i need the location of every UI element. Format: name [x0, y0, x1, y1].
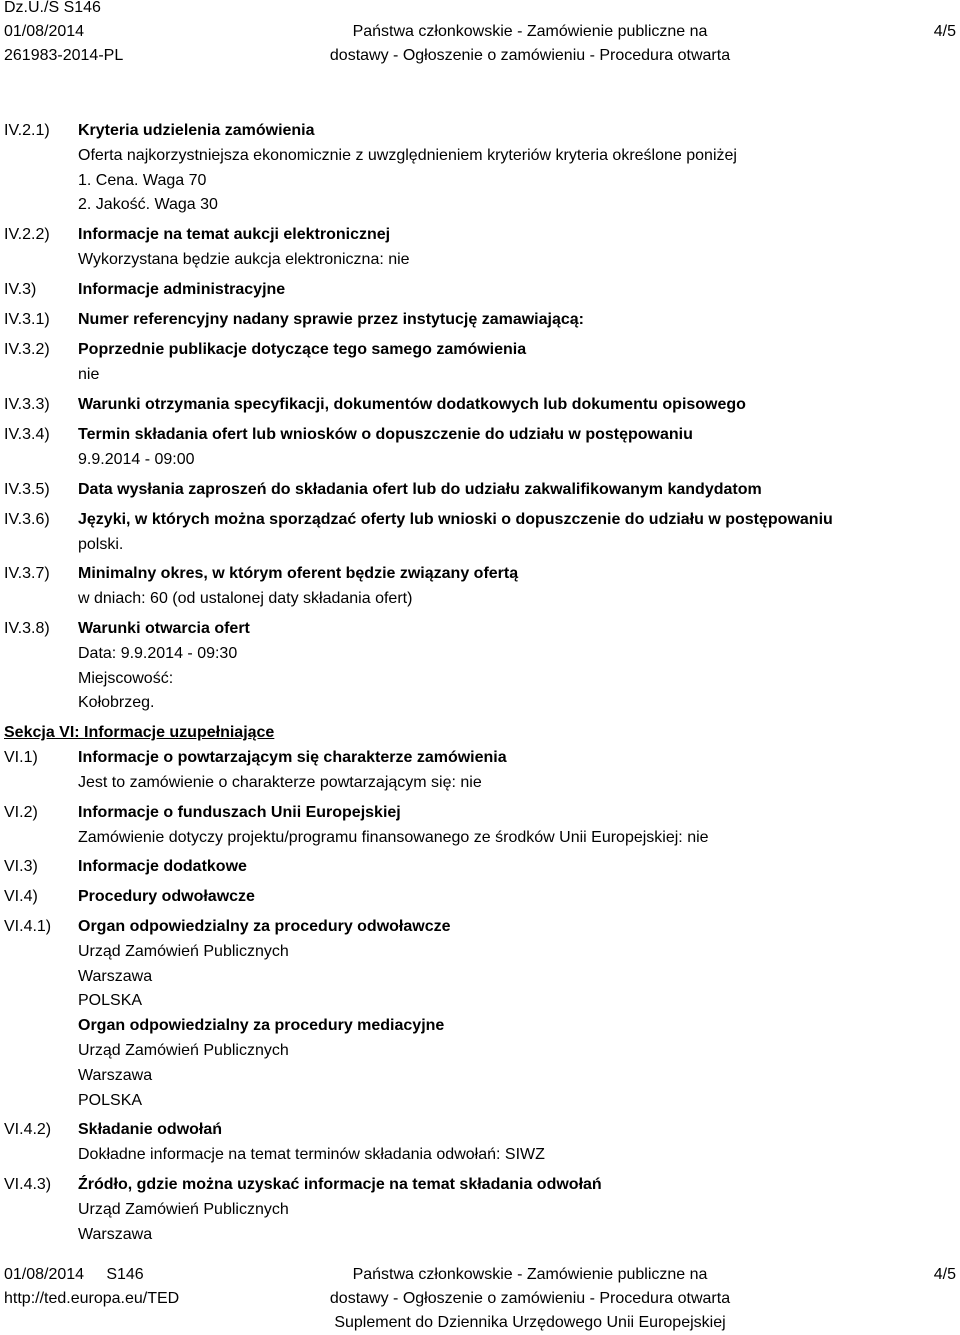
footer-issue: S146	[106, 1266, 144, 1283]
header-date: 01/08/2014	[4, 23, 85, 40]
section-number: IV.3.4)	[4, 426, 50, 443]
section-title: Informacje dodatkowe	[78, 858, 247, 875]
footer-date: 01/08/2014	[4, 1266, 85, 1283]
section-title: Procedury odwoławcze	[78, 888, 255, 905]
section-number: IV.3)	[4, 281, 37, 298]
section-number: VI.4.1)	[4, 918, 52, 935]
section-heading: Sekcja VI: Informacje uzupełniające	[4, 724, 275, 741]
section-text: Data: 9.9.2014 - 09:30	[78, 644, 238, 662]
footer-title-line-3: Suplement do Dziennika Urzędowego Unii Europejskiej	[334, 1314, 726, 1331]
section-number: VI.3)	[4, 858, 38, 875]
footer-url[interactable]: http://ted.europa.eu/TED	[4, 1290, 180, 1307]
footer-title-line-1: Państwa członkowskie - Zamówienie publiczne na	[352, 1266, 708, 1283]
section-title: Organ odpowiedzialny za procedury mediacyjne	[78, 1017, 445, 1035]
section-text: Kołobrzeg.	[78, 694, 155, 712]
section-number: VI.4.2)	[4, 1121, 52, 1138]
section-title: Źródło, gdzie można uzyskać informacje na temat składania odwołań	[78, 1176, 602, 1193]
section-content	[78, 119, 940, 218]
section-title: Minimalny okres, w którym oferent będzie związany ofertą	[78, 565, 519, 582]
section-title: Numer referencyjny nadany sprawie przez instytucję zamawiającą:	[78, 311, 584, 328]
section-text: Warszawa	[78, 1066, 153, 1084]
section-title: Kryteria udzielenia zamówienia	[78, 122, 315, 139]
section-title: Termin składania ofert lub wniosków o dopuszczenie do udziału w postępowaniu	[78, 426, 693, 443]
section-text: Zamówienie dotyczy projektu/programu finansowanego ze środków Unii Europejskiej: nie	[78, 828, 709, 846]
section-content	[78, 562, 940, 612]
section-number: IV.2.2)	[4, 226, 50, 243]
section-number: VI.4.3)	[4, 1176, 52, 1193]
section-text: w dniach: 60 (od ustalonej daty składania ofert)	[78, 589, 413, 607]
section-content	[78, 508, 940, 558]
section-number: IV.3.8)	[4, 620, 50, 637]
section-title: Warunki otwarcia ofert	[78, 620, 250, 637]
header-page-number: 4/5	[933, 23, 956, 40]
section-text: polski.	[78, 535, 124, 553]
section-content	[78, 746, 940, 796]
section-content	[78, 478, 940, 503]
footer-title-line-2: dostawy - Ogłoszenie o zamówieniu - Procedura otwarta	[329, 1290, 731, 1307]
section-content	[78, 885, 940, 910]
section-text: POLSKA	[78, 992, 143, 1010]
section-text: Oferta najkorzystniejsza ekonomicznie z uwzględnieniem kryteriów kryteria określone poniżej	[78, 146, 737, 164]
header-title-line-2: dostawy - Ogłoszenie o zamówieniu - Procedura otwarta	[329, 47, 731, 64]
section-text: Dokładne informacje na temat terminów składania odwołań: SIWZ	[78, 1145, 545, 1163]
section-text: Urząd Zamówień Publicznych	[78, 1200, 289, 1218]
header-title-line-1: Państwa członkowskie - Zamówienie publiczne na	[352, 23, 708, 40]
section-title: Informacje o funduszach Unii Europejskiej	[78, 804, 401, 821]
footer-date-issue	[4, 1263, 179, 1287]
section-number: IV.3.1)	[4, 311, 50, 328]
section-content	[78, 1118, 940, 1168]
section-content	[78, 915, 940, 1113]
section-number: VI.1)	[4, 749, 38, 766]
section-title: Informacje o powtarzającym się charakterze zamówienia	[78, 749, 507, 766]
section-title: Składanie odwołań	[78, 1121, 223, 1138]
section-number: IV.3.5)	[4, 481, 50, 498]
section-text: 2. Jakość. Waga 30	[78, 196, 218, 214]
section-text: Wykorzystana będzie aukcja elektroniczna: nie	[78, 250, 410, 268]
section-text: Urząd Zamówień Publicznych	[78, 942, 289, 960]
section-title: Data wysłania zaproszeń do składania ofert lub do udziału zakwalifikowanym kandydatom	[78, 481, 762, 498]
journal-id: Dz.U./S S146	[4, 0, 101, 16]
section-title: Języki, w których można sporządzać oferty lub wnioski o dopuszczenie do udziału w postępowaniu	[78, 511, 833, 528]
section-text: Jest to zamówienie o charakterze powtarzającym się: nie	[78, 773, 482, 791]
section-number: IV.2.1)	[4, 122, 50, 139]
section-title: Informacje administracyjne	[78, 281, 286, 298]
section-number: IV.3.7)	[4, 565, 50, 582]
section-title: Warunki otrzymania specyfikacji, dokumentów dodatkowych lub dokumentu opisowego	[78, 396, 746, 413]
section-content	[78, 1173, 940, 1247]
section-title: Organ odpowiedzialny za procedury odwoławcze	[78, 918, 451, 935]
section-title: Informacje na temat aukcji elektronicznej	[78, 226, 391, 243]
section-text: nie	[78, 365, 100, 383]
section-number: IV.3.3)	[4, 396, 50, 413]
section-content	[78, 855, 940, 880]
page-footer-title	[300, 1263, 760, 1335]
section-number: VI.4)	[4, 888, 38, 905]
section-text: Warszawa	[78, 1225, 153, 1243]
page-header-title	[300, 20, 760, 68]
section-text: POLSKA	[78, 1091, 143, 1109]
section-title: Poprzednie publikacje dotyczące tego samego zamówienia	[78, 341, 527, 358]
section-content	[78, 423, 940, 473]
section-number: VI.2)	[4, 804, 38, 821]
section-content	[78, 617, 940, 716]
section-content	[78, 308, 940, 333]
page-header-meta	[4, 0, 123, 68]
section-text: Miejscowość:	[78, 669, 174, 687]
section-text: Urząd Zamówień Publicznych	[78, 1041, 289, 1059]
section-text: 1. Cena. Waga 70	[78, 171, 207, 189]
section-content	[78, 338, 940, 388]
section-content	[78, 278, 940, 303]
section-content	[78, 393, 940, 418]
section-text: 9.9.2014 - 09:00	[78, 450, 195, 468]
page-footer-meta	[4, 1263, 179, 1311]
section-number: IV.3.2)	[4, 341, 50, 358]
section-content	[78, 223, 940, 273]
section-number: IV.3.6)	[4, 511, 50, 528]
section-text: Warszawa	[78, 967, 153, 985]
footer-page-number: 4/5	[933, 1266, 956, 1283]
document-ref: 261983-2014-PL	[4, 47, 124, 64]
section-content	[78, 801, 940, 851]
